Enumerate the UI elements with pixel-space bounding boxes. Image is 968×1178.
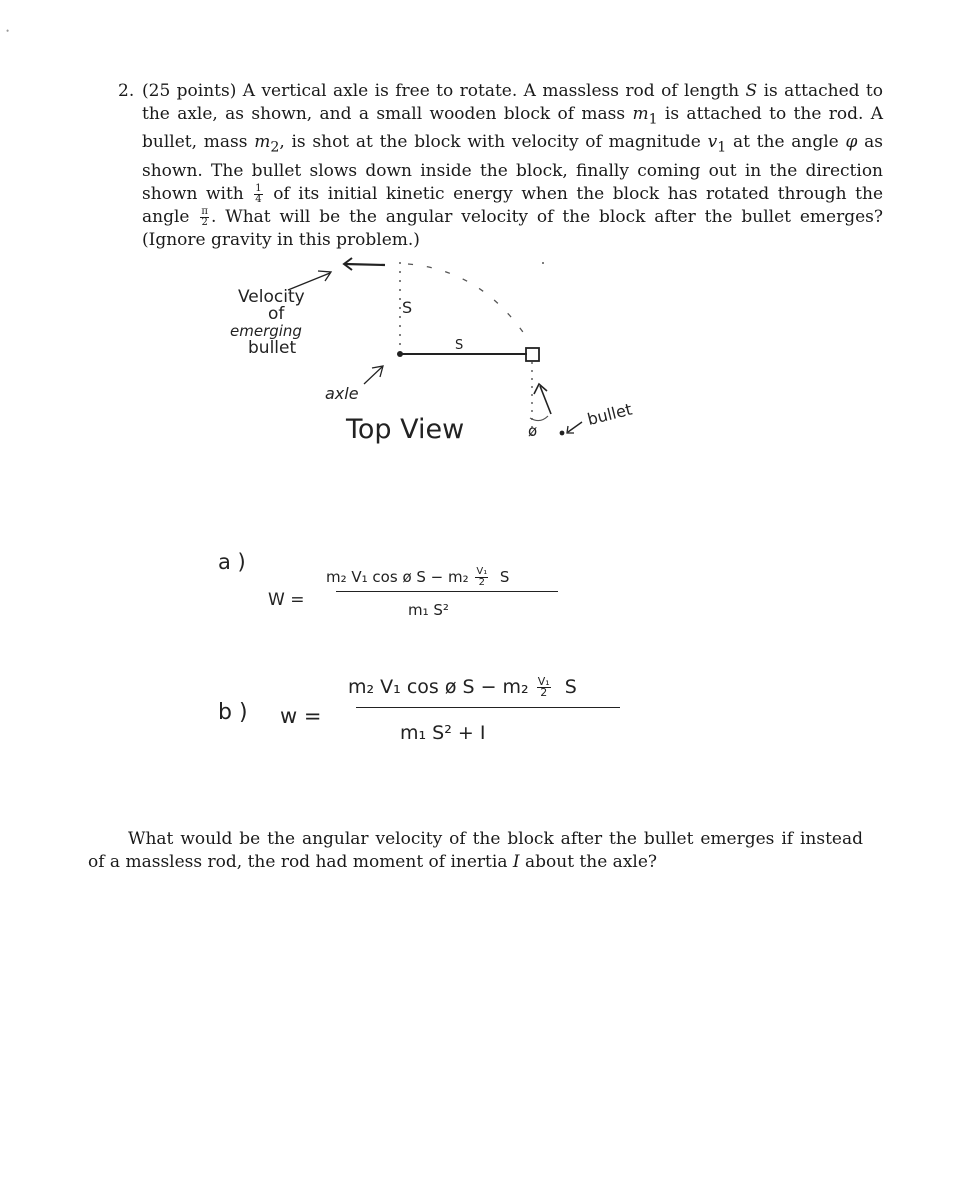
block-square (526, 348, 539, 361)
label-phi: ø (528, 422, 538, 440)
answer-a-fraction-bar (336, 591, 558, 592)
answer-b-lhs: w = (280, 704, 322, 728)
label-bullet: bullet (585, 399, 634, 429)
followup-question: What would be the angular velocity of the block after the bullet emerges if instead of a massless rod, the rod had moment of inertia I about the axle? (88, 829, 863, 872)
answer-b-numerator: m₂ V₁ cos ø S − m₂ $\frac{\text{V₁}}{2}$ S (348, 675, 577, 699)
label-s-rod: S (455, 338, 464, 353)
answer-a-numerator: m₂ V₁ cos ø S − m₂ $\frac{\text{V₁}}{2}$ S (326, 566, 510, 588)
bullet-label-pointer (568, 422, 582, 432)
emerging-velocity-arrow (345, 264, 385, 265)
label-s-vertical: S (402, 298, 413, 317)
problem-number: 2. (118, 81, 135, 101)
label-axle: axle (325, 384, 359, 403)
answer-a-denominator: m₁ S² (408, 601, 449, 619)
stray-mark: • (6, 26, 10, 36)
answer-a-label: a ) (218, 550, 246, 574)
label-top-view: Top View (346, 414, 465, 445)
axle-dot (397, 351, 403, 357)
velocity-label: Velocity of emerging bullet (230, 287, 305, 358)
answer-b-label: b ) (218, 700, 248, 725)
answer-b-fraction-bar (356, 707, 620, 708)
answer-b-denominator: m₁ S² + I (400, 722, 486, 744)
fraction-one-quarter: $\frac{1}{4}$ (255, 182, 262, 205)
bullet-dot (560, 431, 565, 436)
axle-label-pointer (364, 367, 382, 384)
dashed-arc (408, 264, 525, 335)
answer-a-lhs: W = (268, 590, 305, 610)
fraction-pi-over-two: $\frac{\pi}{2}$ (201, 205, 208, 228)
problem-text: (25 points) A vertical axle is free to rotate. A massless rod of length S is attached to the axle, as shown, and a small wooden block of mass $m_1$ is attached to the rod. A bullet, mass $m_2$, is shot at the block with velocity of magnitude $v_1$ at the angle φ as shown. The bullet slows down inside the block, finally coming out in the direction shown with $\frac{1}{4}$ of its initial kinetic energy when the block has rotated through the angle $\frac{\pi}{2}$ . What will be the angular velocity of the block after the bullet emerges? (Ignore gravity in this problem.) (142, 81, 884, 250)
